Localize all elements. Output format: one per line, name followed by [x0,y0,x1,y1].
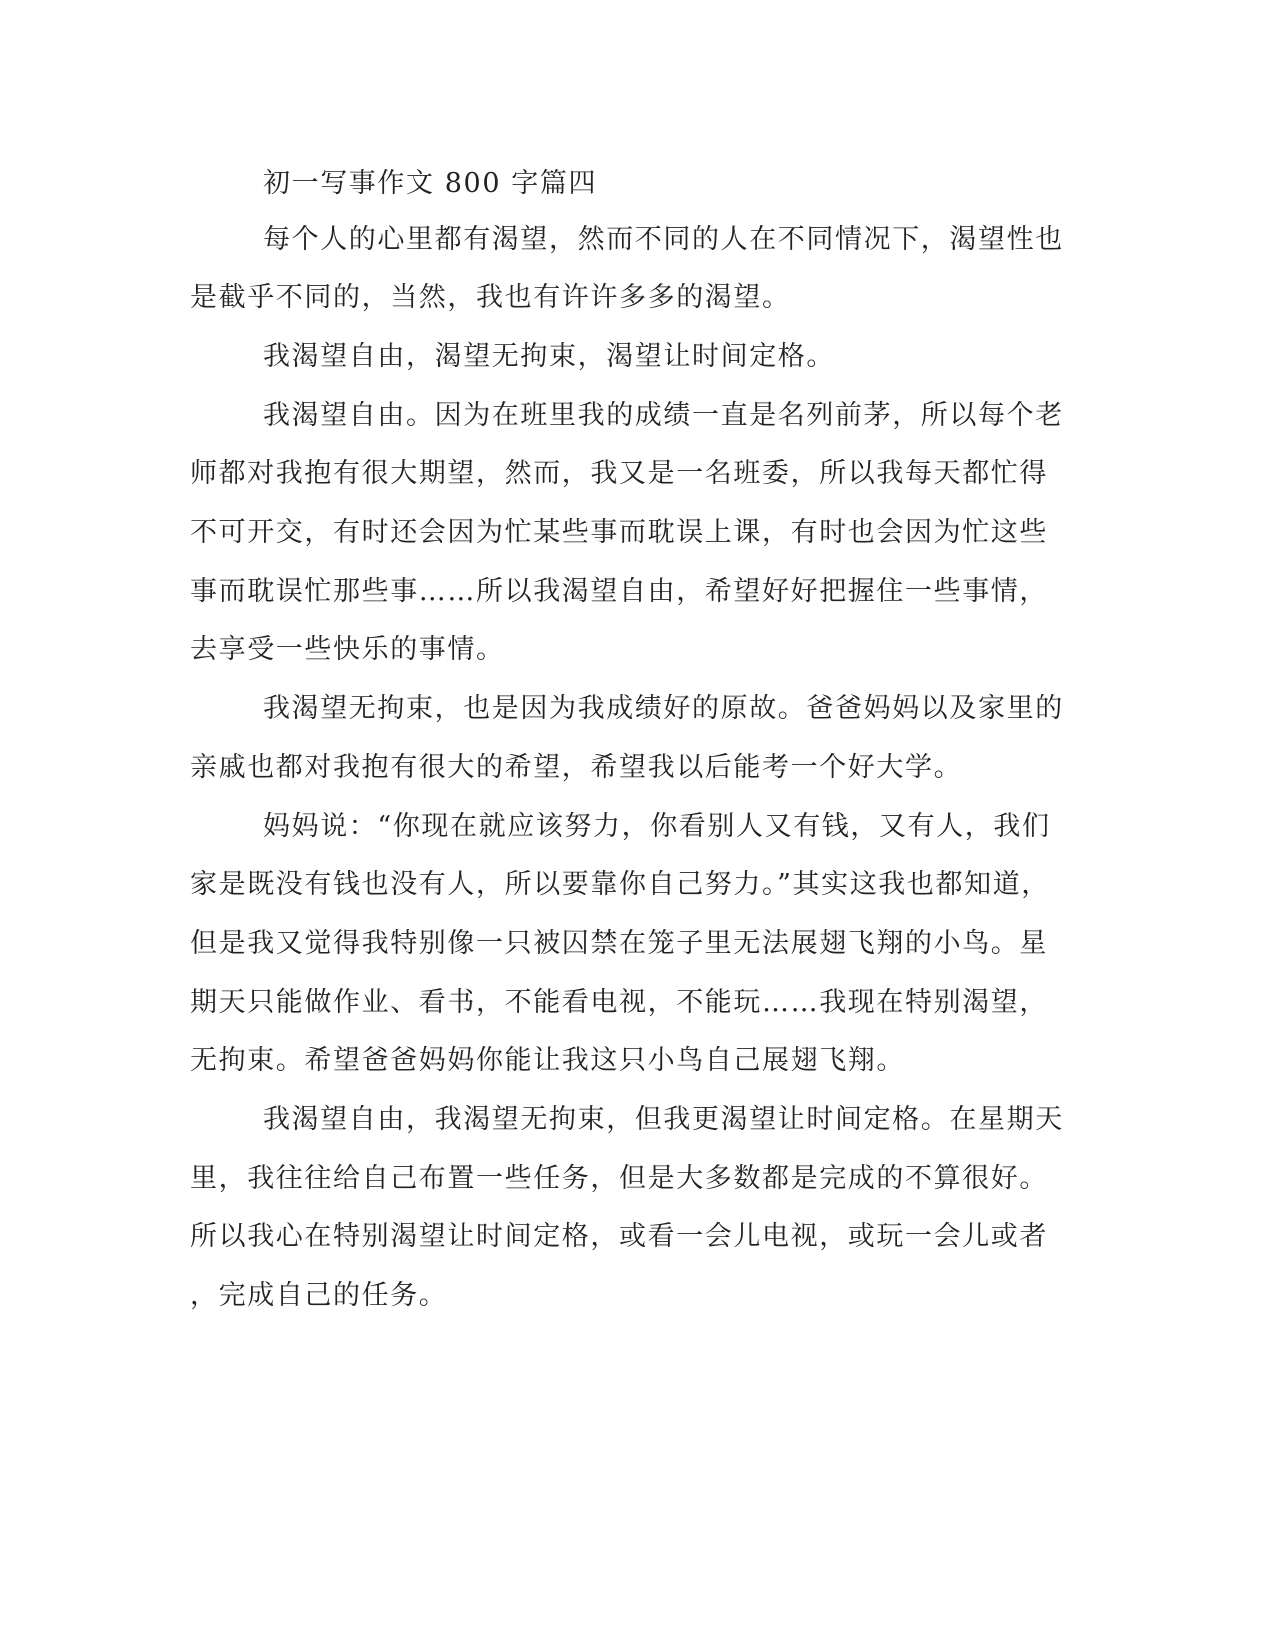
paragraph-line: 我渴望自由，渴望无拘束，渴望让时间定格。 [263,341,835,372]
paragraph-line: 不可开交，有时还会因为忙某些事而耽误上课，有时也会因为忙这些 [190,517,1048,548]
paragraph-line: 我渴望无拘束，也是因为我成绩好的原故。爸爸妈妈以及家里的 [263,693,1064,724]
paragraph-line: 妈妈说：“你现在就应该努力，你看别人又有钱，又有人，我们 [263,811,1051,842]
paragraph-line: 亲戚也都对我抱有很大的希望，希望我以后能考一个好大学。 [190,752,963,783]
document-title: 初一写事作文 800 字篇四 [263,168,598,199]
paragraph-line: 里，我往往给自己布置一些任务，但是大多数都是完成的不算很好。 [190,1163,1048,1194]
paragraph-line: 我渴望自由，我渴望无拘束，但我更渴望让时间定格。在星期天 [263,1104,1064,1135]
paragraph-line: 去享受一些快乐的事情。 [190,634,505,665]
paragraph-line: 所以我心在特别渴望让时间定格，或看一会儿电视，或玩一会儿或者 [190,1221,1048,1252]
paragraph-line: 但是我又觉得我特别像一只被囚禁在笼子里无法展翅飞翔的小鸟。星 [190,928,1048,959]
paragraph-line: 无拘束。希望爸爸妈妈你能让我这只小鸟自己展翅飞翔。 [190,1045,905,1076]
paragraph-line: 是截乎不同的，当然，我也有许许多多的渴望。 [190,282,791,313]
paragraph-line: 每个人的心里都有渴望，然而不同的人在不同情况下，渴望性也 [263,224,1064,255]
paragraph-line: 师都对我抱有很大期望，然而，我又是一名班委，所以我每天都忙得 [190,458,1048,489]
paragraph-line: 家是既没有钱也没有人，所以要靠你自己努力。”其实这我也都知道， [190,869,1050,900]
paragraph-line: 事而耽误忙那些事……所以我渴望自由，希望好好把握住一些事情， [190,576,1048,607]
paragraph-line: 期天只能做作业、看书，不能看电视，不能玩……我现在特别渴望， [190,987,1048,1018]
paragraph-line: ，完成自己的任务。 [190,1280,448,1311]
paragraph-line: 我渴望自由。因为在班里我的成绩一直是名列前茅，所以每个老 [263,400,1064,431]
